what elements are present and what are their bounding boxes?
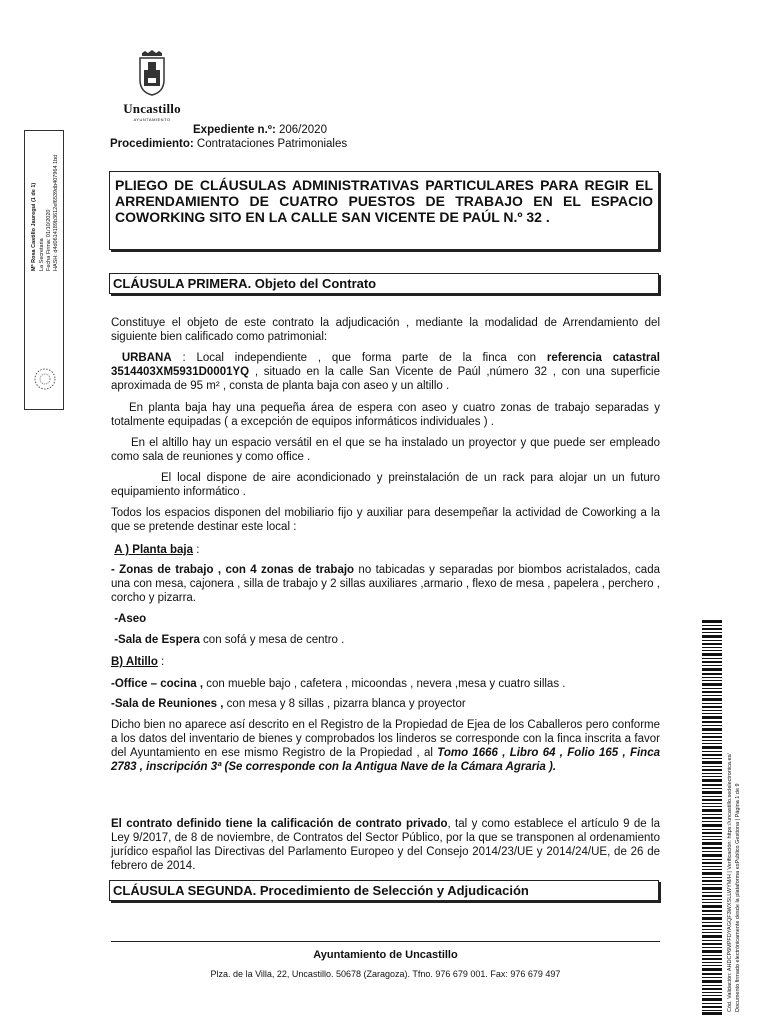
clausula-primera-heading: CLÁUSULA PRIMERA. Objeto del Contrato bbox=[109, 273, 659, 294]
procedimiento-label: Procedimiento: bbox=[110, 138, 194, 150]
signature-box bbox=[24, 130, 64, 410]
planta-baja-colon: : bbox=[193, 544, 200, 556]
urbana-label: URBANA bbox=[121, 352, 172, 364]
planta-baja-heading bbox=[111, 543, 660, 557]
sala-reuniones-label: -Sala de Reuniones , bbox=[111, 698, 224, 710]
paragraph-contrato-privado bbox=[111, 817, 660, 873]
paragraph-altillo: En el altillo hay un espacio versátil en el que se ha instalado un proyector y que puede ser empleado como sala de reuniones y como office . bbox=[111, 437, 660, 463]
expediente-block bbox=[110, 123, 347, 151]
expediente-label: Expediente n.º: bbox=[193, 124, 276, 136]
signer-role: La Secretaria bbox=[39, 238, 45, 271]
document-title: PLIEGO DE CLÁUSULAS ADMINISTRATIVAS PARTICULARES PARA REGIR EL ARRENDAMIENTO DE CUATRO PUESTOS DE TRABAJO EN EL ESPACIO COWORKING SITO EN LA CALLE SAN VICENTE DE PAÚL N.º 32 . bbox=[109, 171, 659, 250]
coat-of-arms-icon bbox=[132, 50, 172, 96]
paragraph-espacios: Todos los espacios disponen del mobiliario fijo y auxiliar para desempeñar la actividad de Coworking a la que se pretende destinar este local : bbox=[111, 507, 660, 533]
paragraph-zonas-trabajo bbox=[111, 563, 660, 605]
aseo-item bbox=[111, 612, 660, 626]
sala-espera-label: -Sala de Espera bbox=[114, 634, 200, 646]
registro-tomo: Tomo 1666 , Libro 64 , Folio 165 , Finca 2783 , inscripción 3ª (Se corresponde con la Antigua Nave de la Cámara Agraria ). bbox=[111, 747, 660, 773]
paragraph-urbana bbox=[111, 351, 660, 393]
paragraph-planta-baja: En planta baja hay una pequeña área de espera con aseo y cuatro zonas de trabajo separadas y totalmente equipadas ( a excepción de equipos informáticos individuales ) . bbox=[111, 402, 660, 428]
barcode-icon bbox=[702, 620, 722, 1015]
sala-espera-text: con sofá y mesa de centro . bbox=[199, 634, 345, 646]
altillo-label: B) Altillo bbox=[111, 656, 158, 668]
signer-name: Mª Rosa Castillo Jauregui (1 de 1) bbox=[31, 182, 37, 271]
paragraph-registro bbox=[111, 718, 660, 774]
expediente-value: 206/2020 bbox=[279, 124, 327, 136]
procedimiento-value: Contrataciones Patrimoniales bbox=[196, 138, 348, 150]
office-text: con mueble bajo , cafetera , micoondas , nevera ,mesa y cuatro sillas . bbox=[203, 678, 566, 690]
sala-reuniones-item bbox=[111, 697, 660, 711]
planta-baja-label: A ) Planta baja bbox=[114, 544, 194, 556]
signature-date: Fecha Firma: 01/10/2020 bbox=[46, 209, 52, 271]
altillo-heading bbox=[111, 655, 660, 669]
zonas-trabajo-label: - Zonas de trabajo , con 4 zonas de trabajo bbox=[111, 564, 355, 576]
footer-address: Plza. de la Villa, 22, Uncastillo. 50678 (Zaragoza). Tfno. 976 679 001. Fax: 976 679 497 bbox=[210, 969, 561, 979]
referencia-catastral: referencia catastral 3514403XM5931D0001YQ bbox=[111, 352, 661, 378]
contrato-privado-label: El contrato definido tiene la calificación de contrato privado bbox=[111, 818, 448, 830]
office-label: -Office – cocina , bbox=[111, 678, 204, 690]
footer-name: Ayuntamiento de Uncastillo bbox=[313, 949, 458, 961]
logo-name: Uncastillo bbox=[123, 101, 181, 116]
urbana-text-1: : Local independiente , que forma parte de la finca con bbox=[171, 352, 547, 364]
zonas-trabajo-text: no tabicadas y separadas por biombos acristalados, cada una con mesa, cajonera , silla de trabajo y 2 sillas auxiliares ,armario , flexo de mesa , papelera , perchero , corcho y pizarra. bbox=[111, 564, 660, 604]
paragraph-aire: El local dispone de aire acondicionado y preinstalación de un rack para alojar un un futuro equipamiento informático . bbox=[111, 472, 660, 498]
seal-icon bbox=[33, 367, 57, 391]
aseo-label: -Aseo bbox=[114, 613, 147, 625]
urbana-text-2: , situado en la calle San Vicente de Paúl ,número 32 , con una superficie aproximada de 95 m² , consta de planta baja con aseo y un altillo . bbox=[111, 366, 660, 392]
municipal-logo bbox=[122, 50, 182, 122]
sala-reuniones-text: con mesa y 8 sillas , pizarra blanca y proyector bbox=[223, 698, 466, 710]
registro-text: Dicho bien no aparece así descrito en el Registro de la Propiedad de Ejea de los Caballeros pero conforme a los datos del inventario de bienes y comprobados los linderos se corresponde con la finca inscrita a favor del Ayuntamiento en ese mismo Registro de la Propiedad , al bbox=[111, 719, 660, 759]
contrato-privado-text: , tal y como establece el artículo 9 de la Ley 9/2017, de 8 de noviembre, de Contratos del Sector Público, por la que se transponen al ordenamiento jurídico español las Directivas del Parlamento Europeo y del Consejo 2014/23/UE y 2014/24/UE, de 26 de febrero de 2014. bbox=[111, 818, 660, 872]
sala-espera-item bbox=[111, 633, 660, 647]
altillo-colon: : bbox=[157, 656, 165, 668]
clausula-segunda-heading: CLÁUSULA SEGUNDA. Procedimiento de Selección y Adjudicación bbox=[109, 880, 659, 901]
signature-hash: HASH: d4d0614189b3612ef6539db407964 1bd bbox=[53, 154, 59, 271]
paragraph-objeto: Constituye el objeto de este contrato la adjudicación , mediante la modalidad de Arrendamiento del siguiente bien calificado como patrimonial: bbox=[111, 317, 660, 343]
logo-subtitle: AYUNTAMIENTO bbox=[133, 117, 171, 122]
footer-divider bbox=[111, 941, 660, 942]
office-item bbox=[111, 677, 660, 691]
